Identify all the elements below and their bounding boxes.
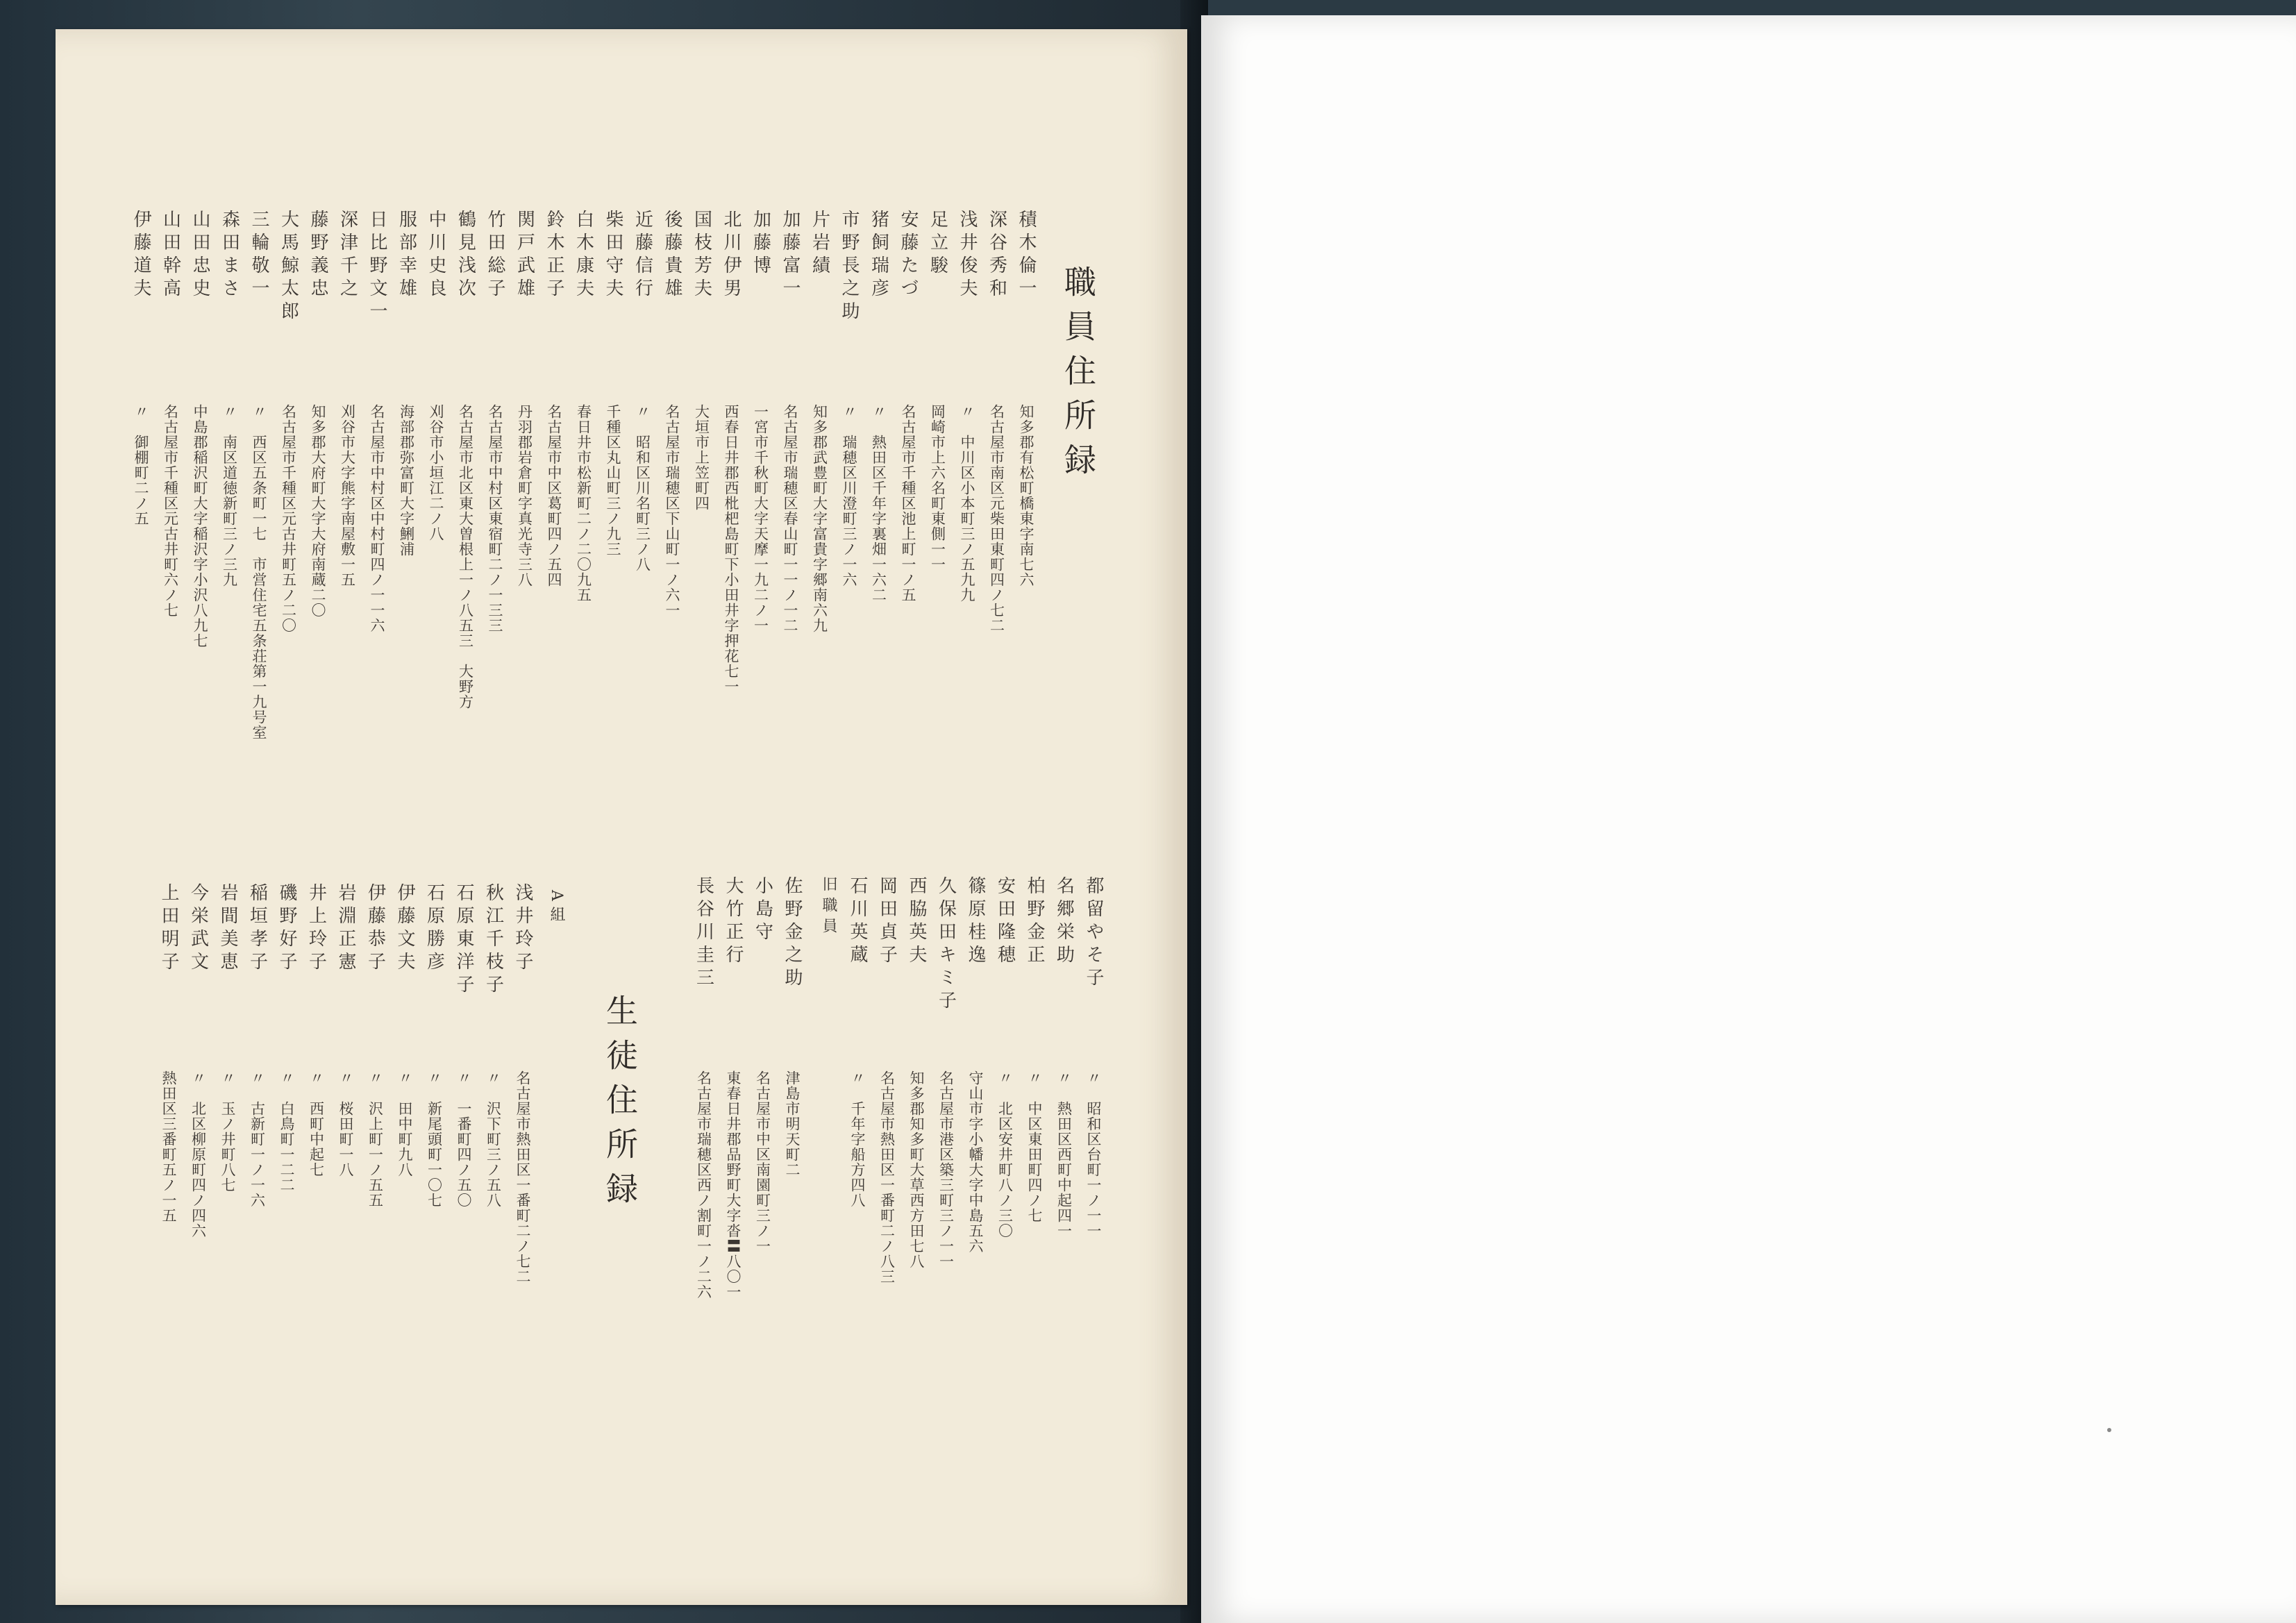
entry-address: 〃 瑞穂区川澄町三ノ一六 [841, 404, 857, 587]
entry-name: 安藤たづ [898, 210, 919, 301]
entry-name: 井上玲子 [305, 883, 327, 975]
entry-address: 海部郡弥富町大字鯏浦 [398, 404, 415, 557]
entry-address: 〃 熱田区千年字裏畑一六二 [870, 404, 887, 603]
entry-name: 竹田総子 [485, 210, 505, 301]
entry-address: 名古屋市中村区中村町四ノ一一六 [369, 404, 385, 633]
staff-directory-title: 職員住所録 [1059, 265, 1097, 487]
entry-name: 鈴木正子 [544, 210, 564, 301]
entry-address: 名古屋市北区東大曽根上一ノ八五三 大野方 [457, 404, 474, 709]
entry-address: 一宮市千秋町大字天摩一九二ノ一 [752, 404, 769, 633]
entry-address: 〃 沢下町三ノ五八 [485, 1070, 502, 1208]
entry-address: 名古屋市瑞穂区春山町一一ノ一二 [782, 404, 798, 633]
entry-address: 名古屋市熱田区一番町二ノ八三 [878, 1070, 896, 1284]
entry-name: 猪飼瑞彦 [868, 210, 889, 301]
entry-name: 上田明子 [158, 883, 179, 975]
entry-name: 磯野好子 [276, 883, 297, 975]
entry-address: 知多郡有松町橋東字南七六 [1018, 404, 1034, 587]
entry-address: 津島市明天町二 [784, 1070, 801, 1177]
entry-name: 加藤博 [750, 210, 771, 278]
entry-name: 岩間美恵 [217, 883, 238, 975]
former-staff-label: 旧職員 [820, 876, 837, 939]
entry-name: 藤野義忠 [308, 210, 328, 301]
entry-name: 佐野金之助 [782, 876, 803, 991]
entry-name: 名郷栄助 [1053, 876, 1075, 968]
entry-name: 国枝芳夫 [691, 210, 712, 301]
entry-address: 〃 西町中起七 [308, 1070, 325, 1177]
entry-name: 柴田守夫 [603, 210, 623, 301]
entry-name: 石川英蔵 [847, 876, 868, 968]
entry-name: 今栄武文 [187, 883, 209, 975]
entry-name: 深谷秀和 [986, 210, 1007, 301]
entry-address: 〃 御棚町二ノ五 [133, 404, 149, 526]
entry-address: 知多郡知多町大草西方田七八 [908, 1070, 925, 1269]
entry-address: 名古屋市中村区東宿町二ノ一三三 [487, 404, 503, 633]
entry-name: 市野長之助 [839, 210, 860, 324]
entry-name: 岩淵正憲 [335, 883, 356, 975]
entry-name: 大馬鯨太郎 [278, 210, 299, 324]
entry-address: 名古屋市千種区池上町一ノ五 [900, 404, 916, 603]
entry-address: 〃 中区東田町四ノ七 [1026, 1070, 1043, 1223]
entry-name: 浅井玲子 [512, 883, 533, 975]
entry-address: 名古屋市千種区元古井町五ノ二〇 [280, 404, 297, 633]
paper-speck [2107, 1428, 2111, 1432]
entry-address: 名古屋市瑞穂区下山町一ノ六一 [664, 404, 680, 618]
entry-name: 伊藤文夫 [394, 883, 415, 975]
entry-name: 山田幹高 [160, 210, 181, 301]
entry-address: 〃 南区道徳新町三ノ三九 [221, 404, 238, 587]
entry-address: 丹羽郡岩倉町字真光寺三八 [516, 404, 533, 587]
entry-name: 石原東洋子 [453, 883, 474, 998]
entry-address: 名古屋市中区南園町三ノ一 [754, 1070, 771, 1254]
entry-name: 稲垣孝子 [246, 883, 268, 975]
entry-name: 服部幸雄 [396, 210, 417, 301]
entry-address: 知多郡大府町大字大府南蔵二〇 [310, 404, 326, 618]
entry-address: 〃 新尾頭町一〇七 [426, 1070, 443, 1208]
entry-address: 〃 一番町四ノ五〇 [455, 1070, 472, 1208]
entry-name: 久保田キミ子 [935, 876, 957, 1014]
entry-address: 守山市字小幡大字中島五六 [967, 1070, 984, 1254]
entry-name: 安田隆穂 [994, 876, 1016, 968]
entry-address: 〃 西区五条町一七 市営住宅五条荘第一九号室 [251, 404, 267, 740]
entry-address: 〃 中川区小本町三ノ五九九 [959, 404, 975, 603]
entry-address: 〃 古新町一ノ一六 [249, 1070, 266, 1208]
entry-address: 西春日井郡西枇杷島町下小田井字押花七一 [723, 404, 739, 694]
entry-name: 長谷川圭三 [693, 876, 714, 991]
entry-address: 知多郡武豊町大字富貴字郷南六九 [811, 404, 828, 633]
entry-name: 西脇英夫 [906, 876, 927, 968]
entry-address: 〃 熱田区西町中起四一 [1055, 1070, 1073, 1238]
entry-name: 加藤富一 [780, 210, 801, 301]
entry-name: 都留やそ子 [1083, 876, 1104, 991]
entry-address: 名古屋市瑞穂区西ノ割町一ノ二六 [695, 1070, 712, 1300]
entry-address: 千種区丸山町三ノ九三 [605, 404, 621, 557]
entry-address: 〃 昭和区台町一ノ一一 [1085, 1070, 1102, 1238]
entry-name: 関戸武雄 [514, 210, 535, 301]
entry-address: 岡崎市上六名町東側一一 [929, 404, 946, 572]
entry-name: 岡田貞子 [876, 876, 898, 968]
entry-name: 伊藤道夫 [131, 210, 151, 301]
entry-name: 鶴見浅次 [455, 210, 476, 301]
entry-address: 熱田区三番町五ノ一五 [160, 1070, 177, 1223]
entry-name: 森田まさ [219, 210, 240, 301]
left-page [56, 29, 1187, 1605]
entry-address: 刈谷市大字熊字南屋敷一五 [339, 404, 356, 587]
entry-name: 片岩績 [809, 210, 830, 278]
right-page-blank [1201, 15, 2296, 1623]
entry-address: 刈谷市小垣江二ノ八 [428, 404, 444, 541]
entry-name: 足立駿 [927, 210, 948, 278]
entry-name: 三輪敬一 [249, 210, 269, 301]
entry-address: 〃 桜田町一八 [337, 1070, 354, 1177]
entry-address: 〃 千年字船方四八 [849, 1070, 866, 1208]
entry-name: 北川伊男 [721, 210, 741, 301]
entry-address: 〃 田中町九八 [396, 1070, 413, 1177]
entry-address: 名古屋市港区築三町三ノ一一 [937, 1070, 955, 1269]
entry-name: 中川史良 [426, 210, 446, 301]
entry-address: 名古屋市中区葛町四ノ五四 [546, 404, 562, 587]
entry-name: 小島守 [752, 876, 773, 945]
entry-address: 春日井市松新町二ノ二〇九五 [575, 404, 592, 603]
entry-address: 〃 昭和区川名町三ノ八 [634, 404, 651, 572]
entry-address: 〃 沢上町一ノ五五 [367, 1070, 384, 1208]
entry-address: 大垣市上笠町四 [693, 404, 710, 511]
entry-address: 名古屋市熱田区一番町二ノ七二 [514, 1070, 531, 1284]
entry-address: 東春日井郡品野町大字沓〓八〇一 [725, 1070, 741, 1300]
entry-name: 柏野金正 [1024, 876, 1045, 968]
entry-name: 浅井俊夫 [957, 210, 978, 301]
entry-address: 〃 白鳥町一二二 [278, 1070, 295, 1193]
entry-name: 深津千之 [337, 210, 358, 301]
entry-name: 山田忠史 [190, 210, 210, 301]
student-directory-title: 生徒住所録 [601, 994, 639, 1216]
entry-name: 白木康夫 [573, 210, 594, 301]
entry-address: 中島郡稲沢町大字稲沢字小沢八九七 [192, 404, 208, 648]
entry-name: 伊藤恭子 [364, 883, 386, 975]
entry-name: 秋江千枝子 [483, 883, 504, 998]
entry-name: 後藤貴雄 [662, 210, 682, 301]
entry-address: 〃 北区安井町八ノ三〇 [996, 1070, 1014, 1238]
entry-address: 〃 玉ノ井町八七 [219, 1070, 236, 1193]
entry-address: 名古屋市千種区元古井町六ノ七 [162, 404, 179, 618]
entry-name: 積木倫一 [1016, 210, 1037, 301]
entry-name: 篠原桂逸 [965, 876, 986, 968]
entry-address: 〃 北区柳原町四ノ四六 [190, 1070, 207, 1238]
entry-name: 大竹正行 [723, 876, 744, 968]
entry-address: 名古屋市南区元柴田東町四ノ七二 [988, 404, 1005, 633]
entry-name: 日比野文一 [367, 210, 387, 324]
entry-name: 石原勝彦 [424, 883, 445, 975]
entry-name: 近藤信行 [632, 210, 653, 301]
group-label: A組 [548, 890, 565, 927]
